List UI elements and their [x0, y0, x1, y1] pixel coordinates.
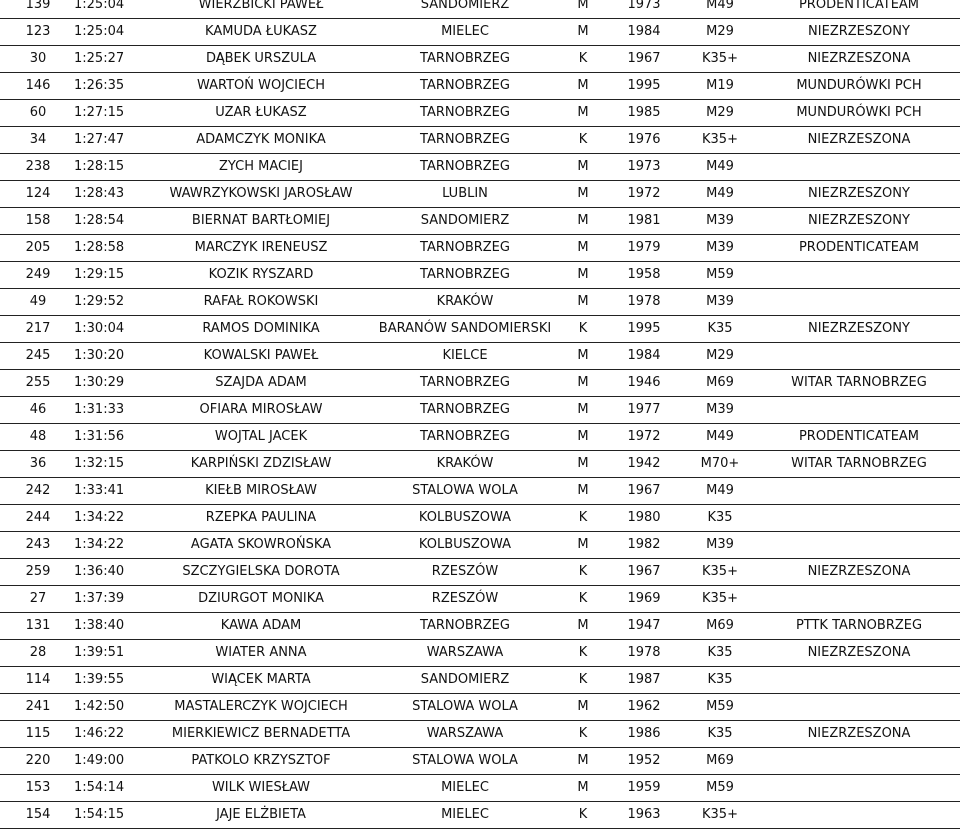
finish-time-cell: 1:31:56: [70, 424, 152, 451]
city-cell: SANDOMIERZ: [370, 667, 560, 694]
club-cell: [758, 532, 960, 559]
birth-year-cell: 1982: [606, 532, 682, 559]
club-cell: WITAR TARNOBRZEG: [758, 451, 960, 478]
category-cell: M59: [682, 262, 758, 289]
birth-year-cell: 1963: [606, 802, 682, 829]
finish-time-cell: 1:26:35: [70, 73, 152, 100]
club-cell: MUNDURÓWKI PCH: [758, 73, 960, 100]
table-row: [0, 370, 960, 397]
club-cell: NIEZRZESZONA: [758, 721, 960, 748]
club-cell: NIEZRZESZONA: [758, 559, 960, 586]
bib-number-cell: 48: [0, 424, 70, 451]
finish-time-cell: 1:33:41: [70, 478, 152, 505]
club-cell: [758, 505, 960, 532]
birth-year-cell: 1946: [606, 370, 682, 397]
bib-number-cell: 60: [0, 100, 70, 127]
category-cell: K35: [682, 667, 758, 694]
table-row: [0, 316, 960, 343]
birth-year-cell: 1981: [606, 208, 682, 235]
bib-number-cell: 146: [0, 73, 70, 100]
city-cell: TARNOBRZEG: [370, 235, 560, 262]
birth-year-cell: 1980: [606, 505, 682, 532]
runner-name-cell: WOJTAL JACEK: [152, 424, 370, 451]
birth-year-cell: 1967: [606, 46, 682, 73]
table-row: [0, 748, 960, 775]
runner-name-cell: AGATA SKOWROŃSKA: [152, 532, 370, 559]
sex-cell: M: [560, 397, 606, 424]
bib-number-cell: 217: [0, 316, 70, 343]
runner-name-cell: KIEŁB MIROSŁAW: [152, 478, 370, 505]
finish-time-cell: 1:30:29: [70, 370, 152, 397]
birth-year-cell: 1967: [606, 559, 682, 586]
finish-time-cell: 1:54:14: [70, 775, 152, 802]
club-cell: NIEZRZESZONY: [758, 181, 960, 208]
bib-number-cell: 139: [0, 0, 70, 19]
bib-number-cell: 131: [0, 613, 70, 640]
finish-time-cell: 1:34:22: [70, 505, 152, 532]
category-cell: M29: [682, 100, 758, 127]
city-cell: WARSZAWA: [370, 640, 560, 667]
city-cell: TARNOBRZEG: [370, 127, 560, 154]
city-cell: SANDOMIERZ: [370, 0, 560, 19]
city-cell: TARNOBRZEG: [370, 100, 560, 127]
club-cell: WITAR TARNOBRZEG: [758, 370, 960, 397]
sex-cell: M: [560, 181, 606, 208]
category-cell: M49: [682, 424, 758, 451]
table-row: [0, 127, 960, 154]
finish-time-cell: 1:31:33: [70, 397, 152, 424]
club-cell: NIEZRZESZONA: [758, 640, 960, 667]
table-row: [0, 694, 960, 721]
category-cell: K35: [682, 505, 758, 532]
category-cell: K35+: [682, 46, 758, 73]
finish-time-cell: 1:39:55: [70, 667, 152, 694]
finish-time-cell: 1:36:40: [70, 559, 152, 586]
bib-number-cell: 243: [0, 532, 70, 559]
bib-number-cell: 245: [0, 343, 70, 370]
club-cell: NIEZRZESZONY: [758, 19, 960, 46]
finish-time-cell: 1:28:15: [70, 154, 152, 181]
table-row: [0, 19, 960, 46]
bib-number-cell: 158: [0, 208, 70, 235]
birth-year-cell: 1979: [606, 235, 682, 262]
birth-year-cell: 1967: [606, 478, 682, 505]
category-cell: M29: [682, 343, 758, 370]
bib-number-cell: 244: [0, 505, 70, 532]
birth-year-cell: 1962: [606, 694, 682, 721]
city-cell: STALOWA WOLA: [370, 478, 560, 505]
sex-cell: K: [560, 802, 606, 829]
sex-cell: M: [560, 262, 606, 289]
birth-year-cell: 1958: [606, 262, 682, 289]
club-cell: NIEZRZESZONY: [758, 208, 960, 235]
bib-number-cell: 27: [0, 586, 70, 613]
finish-time-cell: 1:25:27: [70, 46, 152, 73]
runner-name-cell: MARCZYK IRENEUSZ: [152, 235, 370, 262]
sex-cell: M: [560, 748, 606, 775]
category-cell: K35+: [682, 127, 758, 154]
club-cell: [758, 478, 960, 505]
city-cell: KOLBUSZOWA: [370, 505, 560, 532]
club-cell: NIEZRZESZONA: [758, 46, 960, 73]
birth-year-cell: 1972: [606, 181, 682, 208]
city-cell: MIELEC: [370, 775, 560, 802]
finish-time-cell: 1:54:15: [70, 802, 152, 829]
runner-name-cell: SZAJDA ADAM: [152, 370, 370, 397]
sex-cell: M: [560, 613, 606, 640]
category-cell: M39: [682, 397, 758, 424]
sex-cell: K: [560, 559, 606, 586]
sex-cell: M: [560, 100, 606, 127]
birth-year-cell: 1978: [606, 640, 682, 667]
club-cell: PTTK TARNOBRZEG: [758, 613, 960, 640]
finish-time-cell: 1:28:54: [70, 208, 152, 235]
club-cell: [758, 586, 960, 613]
runner-name-cell: KAMUDA ŁUKASZ: [152, 19, 370, 46]
finish-time-cell: 1:28:43: [70, 181, 152, 208]
runner-name-cell: WIERZBICKI PAWEŁ: [152, 0, 370, 19]
runner-name-cell: KOZIK RYSZARD: [152, 262, 370, 289]
category-cell: M70+: [682, 451, 758, 478]
bib-number-cell: 36: [0, 451, 70, 478]
runner-name-cell: WILK WIESŁAW: [152, 775, 370, 802]
sex-cell: K: [560, 721, 606, 748]
category-cell: M39: [682, 235, 758, 262]
table-row: [0, 181, 960, 208]
birth-year-cell: 1984: [606, 343, 682, 370]
club-cell: [758, 775, 960, 802]
category-cell: M49: [682, 181, 758, 208]
club-cell: [758, 262, 960, 289]
club-cell: [758, 748, 960, 775]
runner-name-cell: KARPIŃSKI ZDZISŁAW: [152, 451, 370, 478]
finish-time-cell: 1:28:58: [70, 235, 152, 262]
city-cell: KIELCE: [370, 343, 560, 370]
birth-year-cell: 1959: [606, 775, 682, 802]
sex-cell: K: [560, 46, 606, 73]
club-cell: PRODENTICATEAM: [758, 424, 960, 451]
birth-year-cell: 1995: [606, 316, 682, 343]
table-row: [0, 451, 960, 478]
runner-name-cell: JAJE ELŻBIETA: [152, 802, 370, 829]
sex-cell: M: [560, 154, 606, 181]
city-cell: TARNOBRZEG: [370, 262, 560, 289]
table-row: [0, 559, 960, 586]
sex-cell: M: [560, 19, 606, 46]
sex-cell: K: [560, 586, 606, 613]
table-row: [0, 505, 960, 532]
bib-number-cell: 123: [0, 19, 70, 46]
runner-name-cell: ADAMCZYK MONIKA: [152, 127, 370, 154]
city-cell: LUBLIN: [370, 181, 560, 208]
category-cell: K35+: [682, 559, 758, 586]
birth-year-cell: 1985: [606, 100, 682, 127]
runner-name-cell: SZCZYGIELSKA DOROTA: [152, 559, 370, 586]
club-cell: [758, 154, 960, 181]
bib-number-cell: 255: [0, 370, 70, 397]
table-row: [0, 262, 960, 289]
table-row: [0, 208, 960, 235]
birth-year-cell: 1986: [606, 721, 682, 748]
city-cell: KOLBUSZOWA: [370, 532, 560, 559]
category-cell: M39: [682, 289, 758, 316]
city-cell: TARNOBRZEG: [370, 154, 560, 181]
category-cell: M69: [682, 748, 758, 775]
table-row: [0, 721, 960, 748]
table-row: [0, 532, 960, 559]
bib-number-cell: 114: [0, 667, 70, 694]
category-cell: M49: [682, 478, 758, 505]
city-cell: STALOWA WOLA: [370, 748, 560, 775]
bib-number-cell: 242: [0, 478, 70, 505]
bib-number-cell: 46: [0, 397, 70, 424]
category-cell: M19: [682, 73, 758, 100]
city-cell: TARNOBRZEG: [370, 370, 560, 397]
finish-time-cell: 1:39:51: [70, 640, 152, 667]
finish-time-cell: 1:46:22: [70, 721, 152, 748]
sex-cell: M: [560, 343, 606, 370]
runner-name-cell: PATKOLO KRZYSZTOF: [152, 748, 370, 775]
runner-name-cell: BIERNAT BARTŁOMIEJ: [152, 208, 370, 235]
runner-name-cell: WIATER ANNA: [152, 640, 370, 667]
runner-name-cell: RAFAŁ ROKOWSKI: [152, 289, 370, 316]
bib-number-cell: 30: [0, 46, 70, 73]
birth-year-cell: 1977: [606, 397, 682, 424]
table-row: [0, 397, 960, 424]
birth-year-cell: 1995: [606, 73, 682, 100]
bib-number-cell: 124: [0, 181, 70, 208]
city-cell: SANDOMIERZ: [370, 208, 560, 235]
birth-year-cell: 1969: [606, 586, 682, 613]
runner-name-cell: WAWRZYKOWSKI JAROSŁAW: [152, 181, 370, 208]
table-row: [0, 586, 960, 613]
bib-number-cell: 49: [0, 289, 70, 316]
sex-cell: M: [560, 73, 606, 100]
finish-time-cell: 1:32:15: [70, 451, 152, 478]
bib-number-cell: 115: [0, 721, 70, 748]
sex-cell: K: [560, 667, 606, 694]
sex-cell: M: [560, 208, 606, 235]
finish-time-cell: 1:30:20: [70, 343, 152, 370]
category-cell: M49: [682, 0, 758, 19]
club-cell: [758, 289, 960, 316]
city-cell: STALOWA WOLA: [370, 694, 560, 721]
finish-time-cell: 1:25:04: [70, 0, 152, 19]
sex-cell: K: [560, 640, 606, 667]
runner-name-cell: RAMOS DOMINIKA: [152, 316, 370, 343]
finish-time-cell: 1:29:52: [70, 289, 152, 316]
sex-cell: M: [560, 478, 606, 505]
city-cell: TARNOBRZEG: [370, 46, 560, 73]
finish-time-cell: 1:25:04: [70, 19, 152, 46]
category-cell: M69: [682, 613, 758, 640]
birth-year-cell: 1973: [606, 154, 682, 181]
runner-name-cell: RZEPKA PAULINA: [152, 505, 370, 532]
table-row: [0, 775, 960, 802]
club-cell: [758, 343, 960, 370]
finish-time-cell: 1:34:22: [70, 532, 152, 559]
runner-name-cell: OFIARA MIROSŁAW: [152, 397, 370, 424]
finish-time-cell: 1:37:39: [70, 586, 152, 613]
bib-number-cell: 241: [0, 694, 70, 721]
runner-name-cell: MASTALERCZYK WOJCIECH: [152, 694, 370, 721]
runner-name-cell: ZYCH MACIEJ: [152, 154, 370, 181]
bib-number-cell: 249: [0, 262, 70, 289]
finish-time-cell: 1:38:40: [70, 613, 152, 640]
city-cell: TARNOBRZEG: [370, 73, 560, 100]
club-cell: MUNDURÓWKI PCH: [758, 100, 960, 127]
sex-cell: M: [560, 532, 606, 559]
finish-time-cell: 1:27:47: [70, 127, 152, 154]
birth-year-cell: 1987: [606, 667, 682, 694]
bib-number-cell: 28: [0, 640, 70, 667]
table-row: [0, 289, 960, 316]
club-cell: PRODENTICATEAM: [758, 235, 960, 262]
city-cell: MIELEC: [370, 19, 560, 46]
birth-year-cell: 1947: [606, 613, 682, 640]
bib-number-cell: 153: [0, 775, 70, 802]
category-cell: K35+: [682, 802, 758, 829]
finish-time-cell: 1:30:04: [70, 316, 152, 343]
runner-name-cell: KOWALSKI PAWEŁ: [152, 343, 370, 370]
category-cell: K35+: [682, 586, 758, 613]
bib-number-cell: 259: [0, 559, 70, 586]
city-cell: RZESZÓW: [370, 586, 560, 613]
city-cell: MIELEC: [370, 802, 560, 829]
sex-cell: K: [560, 316, 606, 343]
sex-cell: M: [560, 235, 606, 262]
club-cell: [758, 667, 960, 694]
bib-number-cell: 34: [0, 127, 70, 154]
runner-name-cell: UZAR ŁUKASZ: [152, 100, 370, 127]
table-row: [0, 613, 960, 640]
table-row: [0, 343, 960, 370]
category-cell: M29: [682, 19, 758, 46]
sex-cell: M: [560, 0, 606, 19]
club-cell: [758, 694, 960, 721]
finish-time-cell: 1:42:50: [70, 694, 152, 721]
table-row: [0, 100, 960, 127]
city-cell: BARANÓW SANDOMIERSKI: [370, 316, 560, 343]
runner-name-cell: KAWA ADAM: [152, 613, 370, 640]
category-cell: K35: [682, 640, 758, 667]
city-cell: TARNOBRZEG: [370, 613, 560, 640]
bib-number-cell: 220: [0, 748, 70, 775]
table-row: [0, 640, 960, 667]
birth-year-cell: 1978: [606, 289, 682, 316]
table-row: [0, 667, 960, 694]
city-cell: KRAKÓW: [370, 451, 560, 478]
sex-cell: M: [560, 694, 606, 721]
club-cell: [758, 397, 960, 424]
sex-cell: K: [560, 127, 606, 154]
category-cell: M69: [682, 370, 758, 397]
birth-year-cell: 1942: [606, 451, 682, 478]
table-row: [0, 424, 960, 451]
bib-number-cell: 205: [0, 235, 70, 262]
club-cell: NIEZRZESZONA: [758, 127, 960, 154]
table-row: [0, 46, 960, 73]
runner-name-cell: WARTOŃ WOJCIECH: [152, 73, 370, 100]
city-cell: TARNOBRZEG: [370, 397, 560, 424]
table-row: [0, 0, 960, 19]
birth-year-cell: 1984: [606, 19, 682, 46]
club-cell: PRODENTICATEAM: [758, 0, 960, 19]
sex-cell: M: [560, 370, 606, 397]
runner-name-cell: WIĄCEK MARTA: [152, 667, 370, 694]
category-cell: M59: [682, 694, 758, 721]
table-row: [0, 73, 960, 100]
runner-name-cell: MIERKIEWICZ BERNADETTA: [152, 721, 370, 748]
sex-cell: M: [560, 289, 606, 316]
table-row: [0, 154, 960, 181]
table-row: [0, 478, 960, 505]
finish-time-cell: 1:27:15: [70, 100, 152, 127]
runner-name-cell: DZIURGOT MONIKA: [152, 586, 370, 613]
birth-year-cell: 1952: [606, 748, 682, 775]
category-cell: K35: [682, 721, 758, 748]
bib-number-cell: 238: [0, 154, 70, 181]
birth-year-cell: 1976: [606, 127, 682, 154]
sex-cell: M: [560, 424, 606, 451]
table-row: [0, 235, 960, 262]
club-cell: [758, 802, 960, 829]
sex-cell: K: [560, 505, 606, 532]
runner-name-cell: DĄBEK URSZULA: [152, 46, 370, 73]
club-cell: NIEZRZESZONY: [758, 316, 960, 343]
category-cell: M39: [682, 208, 758, 235]
category-cell: K35: [682, 316, 758, 343]
city-cell: WARSZAWA: [370, 721, 560, 748]
table-row: [0, 802, 960, 829]
finish-time-cell: 1:29:15: [70, 262, 152, 289]
category-cell: M49: [682, 154, 758, 181]
sex-cell: M: [560, 451, 606, 478]
category-cell: M39: [682, 532, 758, 559]
finish-time-cell: 1:49:00: [70, 748, 152, 775]
bib-number-cell: 154: [0, 802, 70, 829]
birth-year-cell: 1972: [606, 424, 682, 451]
city-cell: RZESZÓW: [370, 559, 560, 586]
category-cell: M59: [682, 775, 758, 802]
city-cell: TARNOBRZEG: [370, 424, 560, 451]
birth-year-cell: 1973: [606, 0, 682, 19]
city-cell: KRAKÓW: [370, 289, 560, 316]
sex-cell: M: [560, 775, 606, 802]
